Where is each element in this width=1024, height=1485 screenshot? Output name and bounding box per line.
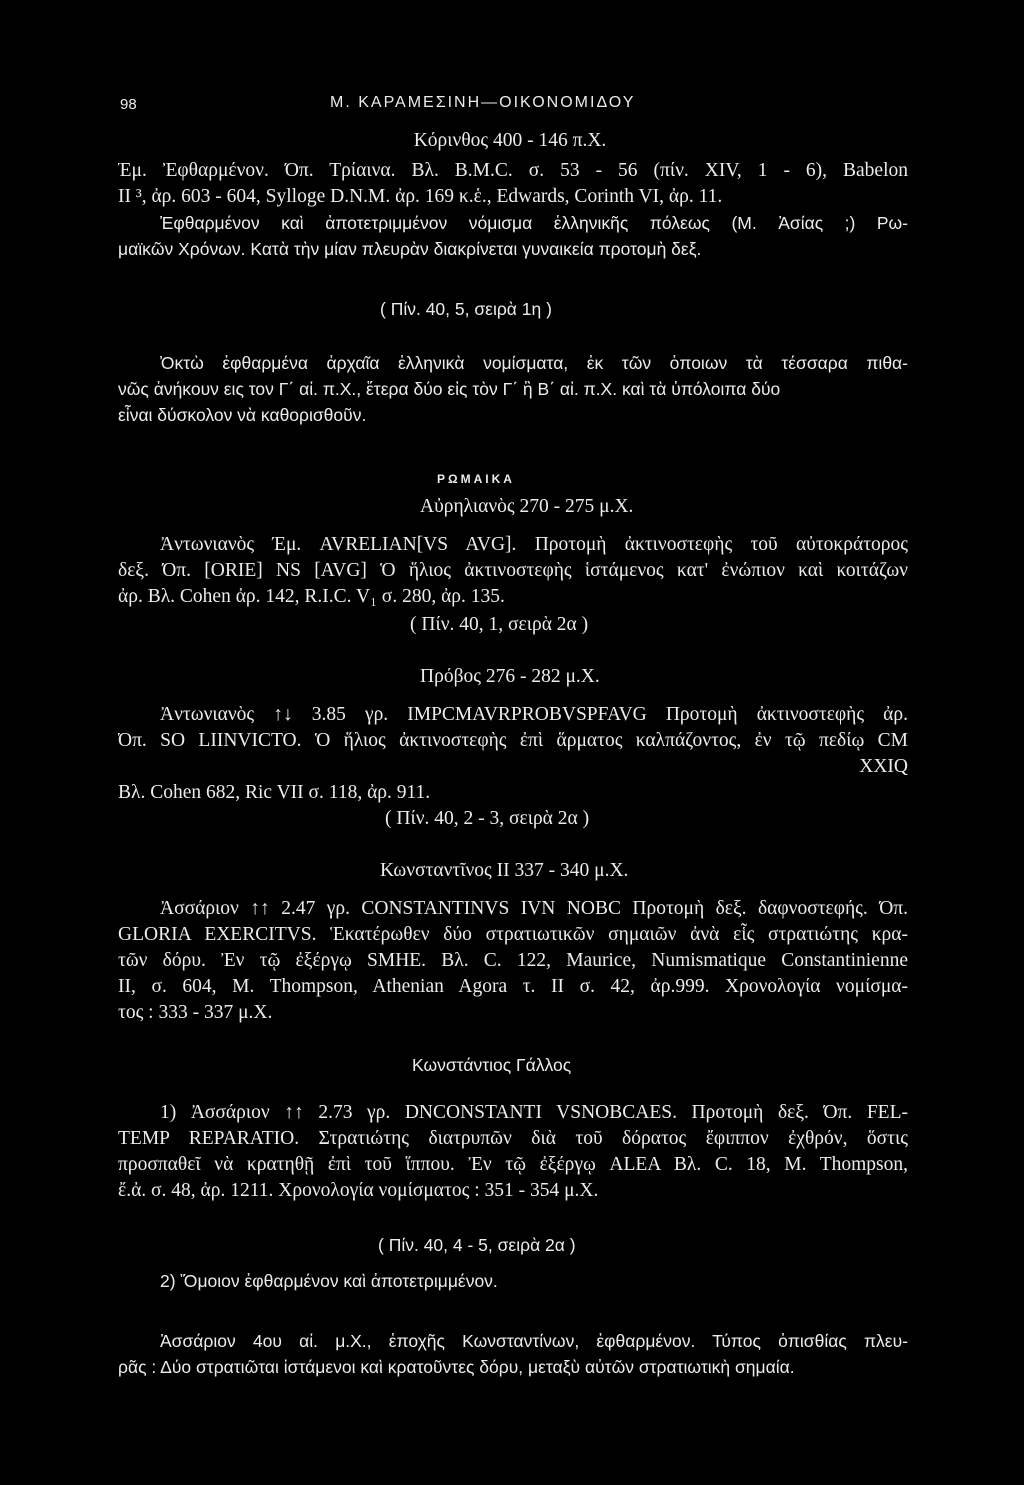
text-line: GLORIA EXERCITVS. Ἑκατέρωθεν δύο στρατιωτικῶν σημαιῶν ἀνὰ εἷς στρατιώτης κρα- [118,924,908,945]
heading-constantius-gallus: Κωνστάντιος Γάλλος [412,1055,572,1075]
text-line: TEMP REPARATIO. Στρατιώτης διατρυπῶν διὰ τοῦ δόρατος ἔφιππον ἐχθρόν, ὅστις [118,1128,908,1149]
section-heading-roman: ΡΩΜΑΙΚΑ [437,472,515,486]
text-line: ἀρ. Βλ. Cohen ἀρ. 142, R.I.C. V₁ σ. 280, ἀρ. 135. [118,586,505,607]
text-line: τῶν δόρυ. Ἐν τῷ ἐξέργῳ SMHE. Βλ. C. 122, Maurice, Numismatique Constantinienne [118,950,908,971]
plate-reference: ( Πίν. 40, 4 - 5, σειρὰ 2α ) [378,1235,576,1255]
heading-corinth: Κόρινθος 400 - 146 π.Χ. [413,130,607,151]
text-line: τος : 333 - 337 μ.Χ. [118,1002,273,1023]
plate-reference: ( Πίν. 40, 5, σειρὰ 1η ) [380,299,552,319]
text-line: προσπαθεῖ νὰ κρατηθῇ ἐπὶ τοῦ ἵππου. Ἐν τῷ ἐξέργῳ ALEA Βλ. C. 18, M. Thompson, [118,1154,908,1175]
text-line: εἶναι δύσκολον νὰ καθορισθοῦν. [118,405,367,425]
text-line: Βλ. Cohen 682, Ric VII σ. 118, ἀρ. 911. [118,782,431,803]
text-line: ρᾶς : Δύο στρατιῶται ἱστάμενοι καὶ κρατοῦντες δόρυ, μεταξὺ αὐτῶν στρατιωτικὴ σημαία. [118,1357,795,1377]
text-line: Ἀσσάριον 4ου αἰ. μ.Χ., ἐποχῆς Κωνσταντίνων, ἐφθαρμένον. Τύπος ὀπισθίας πλευ- [160,1331,908,1351]
text-line: ἔ.ἀ. σ. 48, ἀρ. 1211. Χρονολογία νομίσματος : 351 - 354 μ.Χ. [118,1180,599,1201]
text-line: Ἐφθαρμένον καὶ ἀποτετριμμένον νόμισμα ἑλληνικῆς πόλεως (Μ. Ἀσίας ;) Ρω- [160,213,908,233]
text-line: Ἀσσάριον ↑↑ 2.47 γρ. CONSTANTINVS IVN NOBC Προτομὴ δεξ. δαφνοστεφής. Όπ. [160,898,908,919]
plate-reference: ( Πίν. 40, 1, σειρὰ 2α ) [410,614,589,635]
text-line: Ἀντωνιανὸς ↑↓ 3.85 γρ. IMPCMAVRPROBVSPFAVG Προτομὴ ἀκτινοστεφὴς ἀρ. [160,704,908,725]
heading-probus: Πρόβος 276 - 282 μ.Χ. [420,666,600,687]
text-line: δεξ. Όπ. [ORIE] NS [AVG] Ὁ ἥλιος ἀκτινοστεφὴς ἱστάμενος κατ' ἐνώπιον καὶ κοιτάζων [118,560,908,581]
text-line: Όπ. SO LIINVICTO. Ὁ ἥλιος ἀκτινοστεφὴς ἐπὶ ἅρματος καλπάζοντος, ἐν τῷ πεδίῳ CM [118,730,908,751]
text-line: Ἀντωνιανὸς Έμ. AVRELIAN[VS AVG]. Προτομὴ ἀκτινοστεφὴς τοῦ αὐτοκράτορος [160,534,908,555]
text-line: II ³, ἀρ. 603 - 604, Sylloge D.N.M. ἀρ. 169 κ.ἑ., Edwards, Corinth VI, ἀρ. 11. [118,186,723,207]
text-line: Ὀκτὼ ἐφθαρμένα ἀρχαῖα ἑλληνικὰ νομίσματα, ἐκ τῶν ὁποιων τὰ τέσσαρα πιθα- [160,353,908,373]
heading-constantine-ii: Κωνσταντῖνος ΙΙ 337 - 340 μ.Χ. [380,860,629,881]
heading-aurelian: Αὐρηλιανὸς 270 - 275 μ.Χ. [420,496,634,517]
text-line: XXIQ [859,756,908,777]
page-number: 98 [120,96,137,113]
text-line: νῶς ἀνήκουν εις τον Γ΄ αἰ. π.Χ., ἕτερα δύο εἰς τὸν Γ΄ ἢ Β΄ αἰ. π.Χ. καὶ τὰ ὑπόλοιπα δύο [118,379,781,399]
running-head: Μ. ΚΑΡΑΜΕΣΙΝΗ—ΟΙΚΟΝΟΜΙΔΟΥ [330,94,636,111]
text-line: II, σ. 604, M. Thompson, Athenian Agora τ. II σ. 42, ἀρ.999. Χρονολογία νομίσμα- [118,976,908,997]
text-line: 1) Ἀσσάριον ↑↑ 2.73 γρ. DNCONSTANTI VSNOBCAES. Προτομὴ δεξ. Όπ. FEL- [160,1102,908,1123]
plate-reference: ( Πίν. 40, 2 - 3, σειρὰ 2α ) [385,808,590,829]
text-line: Έμ. Ἐφθαρμένον. Όπ. Τρίαινα. Βλ. Β.Μ.C. σ. 53 - 56 (πίν. XIV, 1 - 6), Babelon [118,160,908,181]
text-line: μαϊκῶν Χρόνων. Κατὰ τὴν μίαν πλευρὰν διακρίνεται γυναικεία προτομὴ δεξ. [118,239,702,259]
text-line: 2) Ὅμοιον ἐφθαρμένον καὶ ἀποτετριμμένον. [160,1271,498,1291]
